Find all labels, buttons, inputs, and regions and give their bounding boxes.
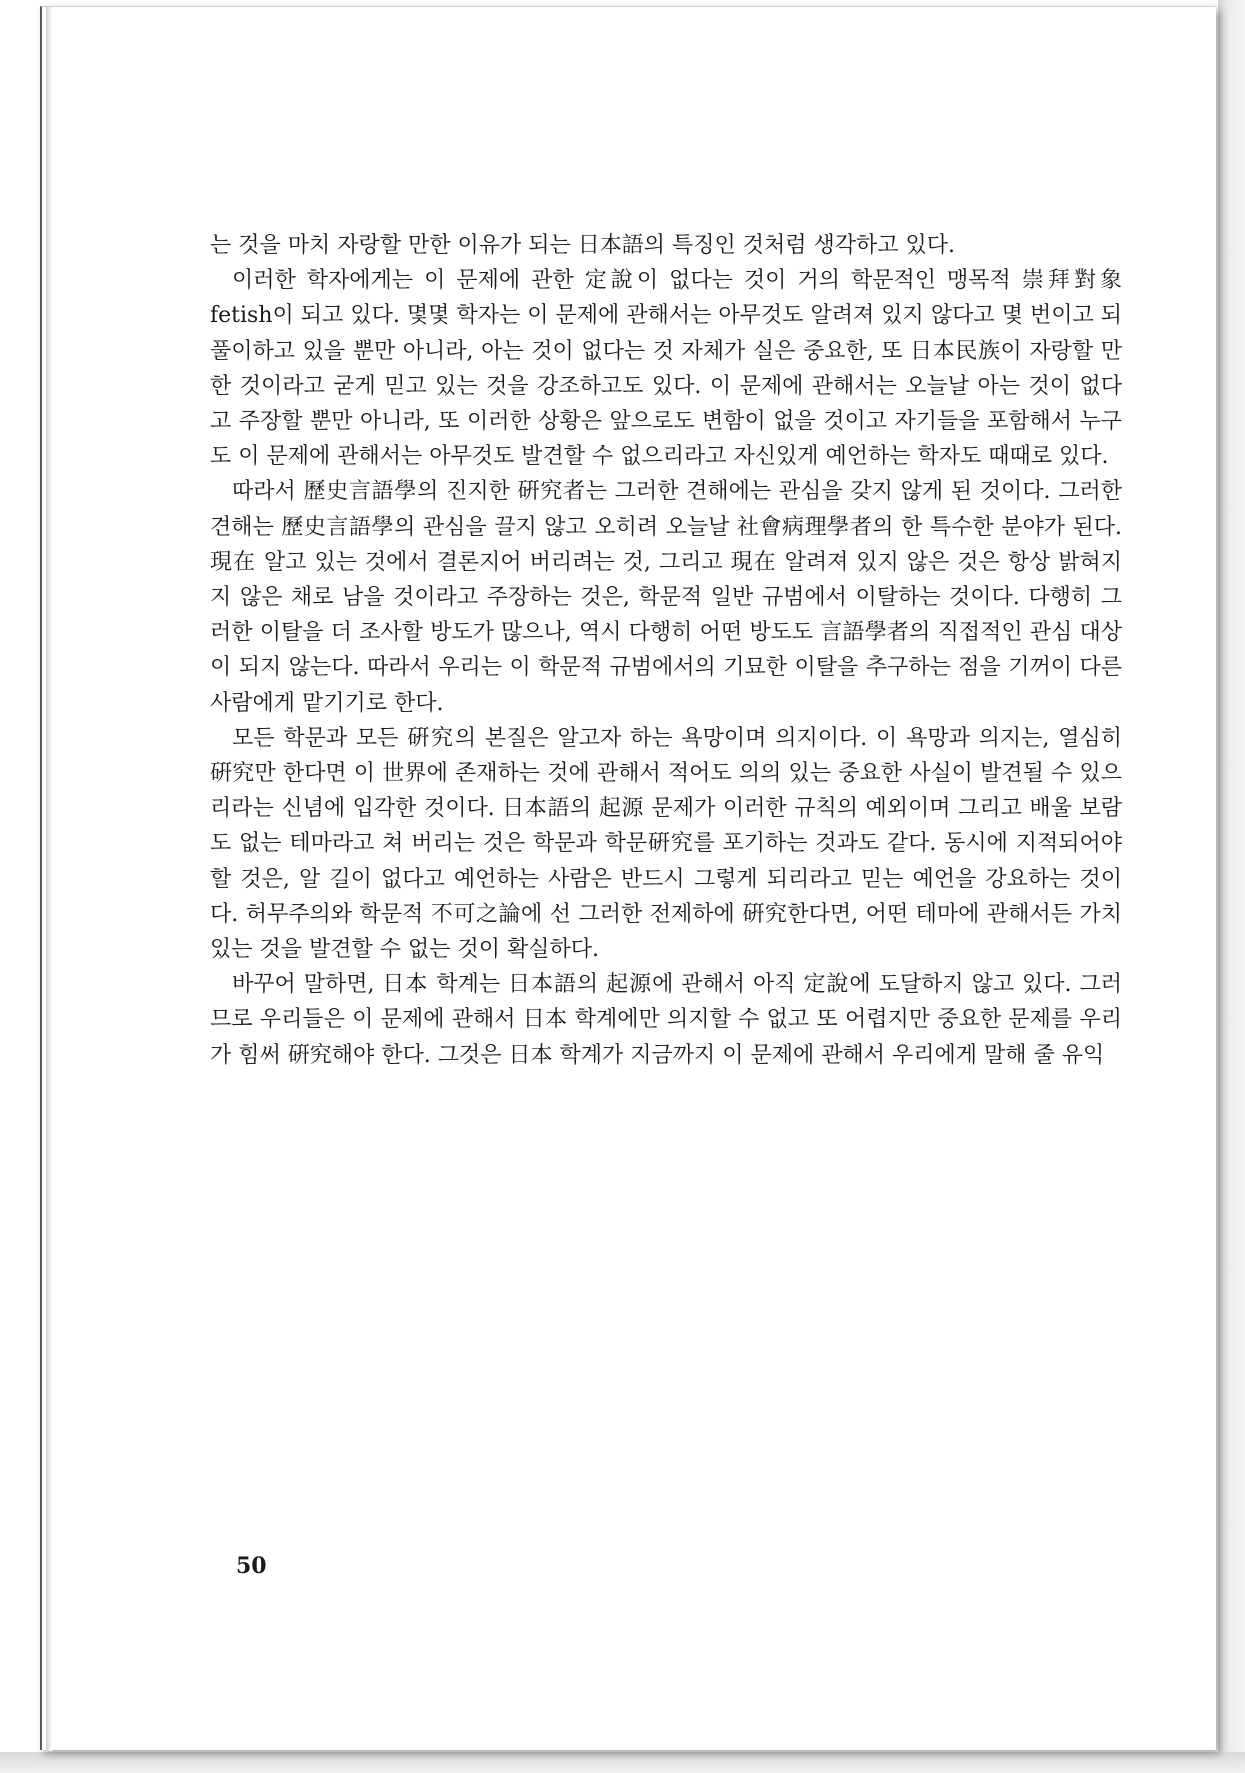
paragraph-5: 바꾸어 말하면, 日本 학계는 日本語의 起源에 관해서 아직 定說에 도달하지 않고 있다. 그러므로 우리들은 이 문제에 관해서 日本 학계에만 의지할 수 없고 또 어렵지만 중요한 문제를 우리가 힘써 硏究해야 한다. 그것은 日本 학계가 지금까지 이 문제에 관해서 우리에게 말해 줄 유익: [210, 972, 1122, 1068]
desk-background-right: [1218, 0, 1245, 1773]
paragraph-3: 따라서 歷史言語學의 진지한 硏究者는 그러한 견해에는 관심을 갖지 않게 된 것이다. 그러한 견해는 歷史言語學의 관심을 끌지 않고 오히려 오늘날 社會病理學者의 한 특수한 분야가 된다. 現在 알고 있는 것에서 결론지어 버리려는 것, 그리고 現在 알려져 있지 않은 것은 항상 밝혀지지 않은 채로 남을 것이라고 주장하는 것은, 학문적 일반 규범에서 이탈하는 것이다. 다행히 그러한 이탈을 더 조사할 방도가 많으나, 역시 다행히 어떤 방도도 言語學者의 직접적인 관심 대상이 되지 않는다. 따라서 우리는 이 학문적 규범에서의 기묘한 이탈을 추구하는 점을 기꺼이 다른 사람에게 맡기기로 한다.: [210, 479, 1122, 716]
page-binding-edge: [46, 7, 52, 1751]
desk-background-bottom: [0, 1752, 1245, 1773]
body-text: [210, 228, 1122, 1073]
page-number: 50: [236, 1553, 267, 1579]
paragraph-4: 모든 학문과 모든 硏究의 본질은 알고자 하는 욕망이며 의지이다. 이 욕망과 의지는, 열심히 硏究만 한다면 이 世界에 존재하는 것에 관해서 적어도 의의 있는 중요한 사실이 발견될 수 있으리라는 신념에 입각한 것이다. 日本語의 起源 문제가 이러한 규칙의 예외이며 그리고 배울 보람도 없는 테마라고 쳐 버리는 것은 학문과 학문硏究를 포기하는 것과도 같다. 동시에 지적되어야 할 것은, 알 길이 없다고 예언하는 사람은 반드시 그렇게 되리라고 믿는 예언을 강요하는 것이다. 허무주의와 학문적 不可之論에 선 그러한 전제하에 硏究한다면, 어떤 테마에 관해서든 가치 있는 것을 발견할 수 없는 것이 확실하다.: [210, 725, 1122, 963]
paragraph-2: 이러한 학자에게는 이 문제에 관한 定說이 없다는 것이 거의 학문적인 맹목적 崇拜對象 fetish이 되고 있다. 몇몇 학자는 이 문제에 관해서는 아무것도 알려져 있지 않다고 몇 번이고 되풀이하고 있을 뿐만 아니라, 아는 것이 없다는 것 자체가 실은 중요한, 또 日本民族이 자랑할 만한 것이라고 굳게 믿고 있는 것을 강조하고도 있다. 이 문제에 관해서는 오늘날 아는 것이 없다고 주장할 뿐만 아니라, 또 이러한 상황은 앞으로도 변함이 없을 것이고 자기들을 포함해서 누구도 이 문제에 관해서는 아무것도 발견할 수 없으리라고 자신있게 예언하는 학자도 때때로 있다.: [210, 268, 1122, 470]
paragraph-1: 는 것을 마치 자랑할 만한 이유가 되는 日本語의 특징인 것처럼 생각하고 있다.: [210, 233, 955, 258]
